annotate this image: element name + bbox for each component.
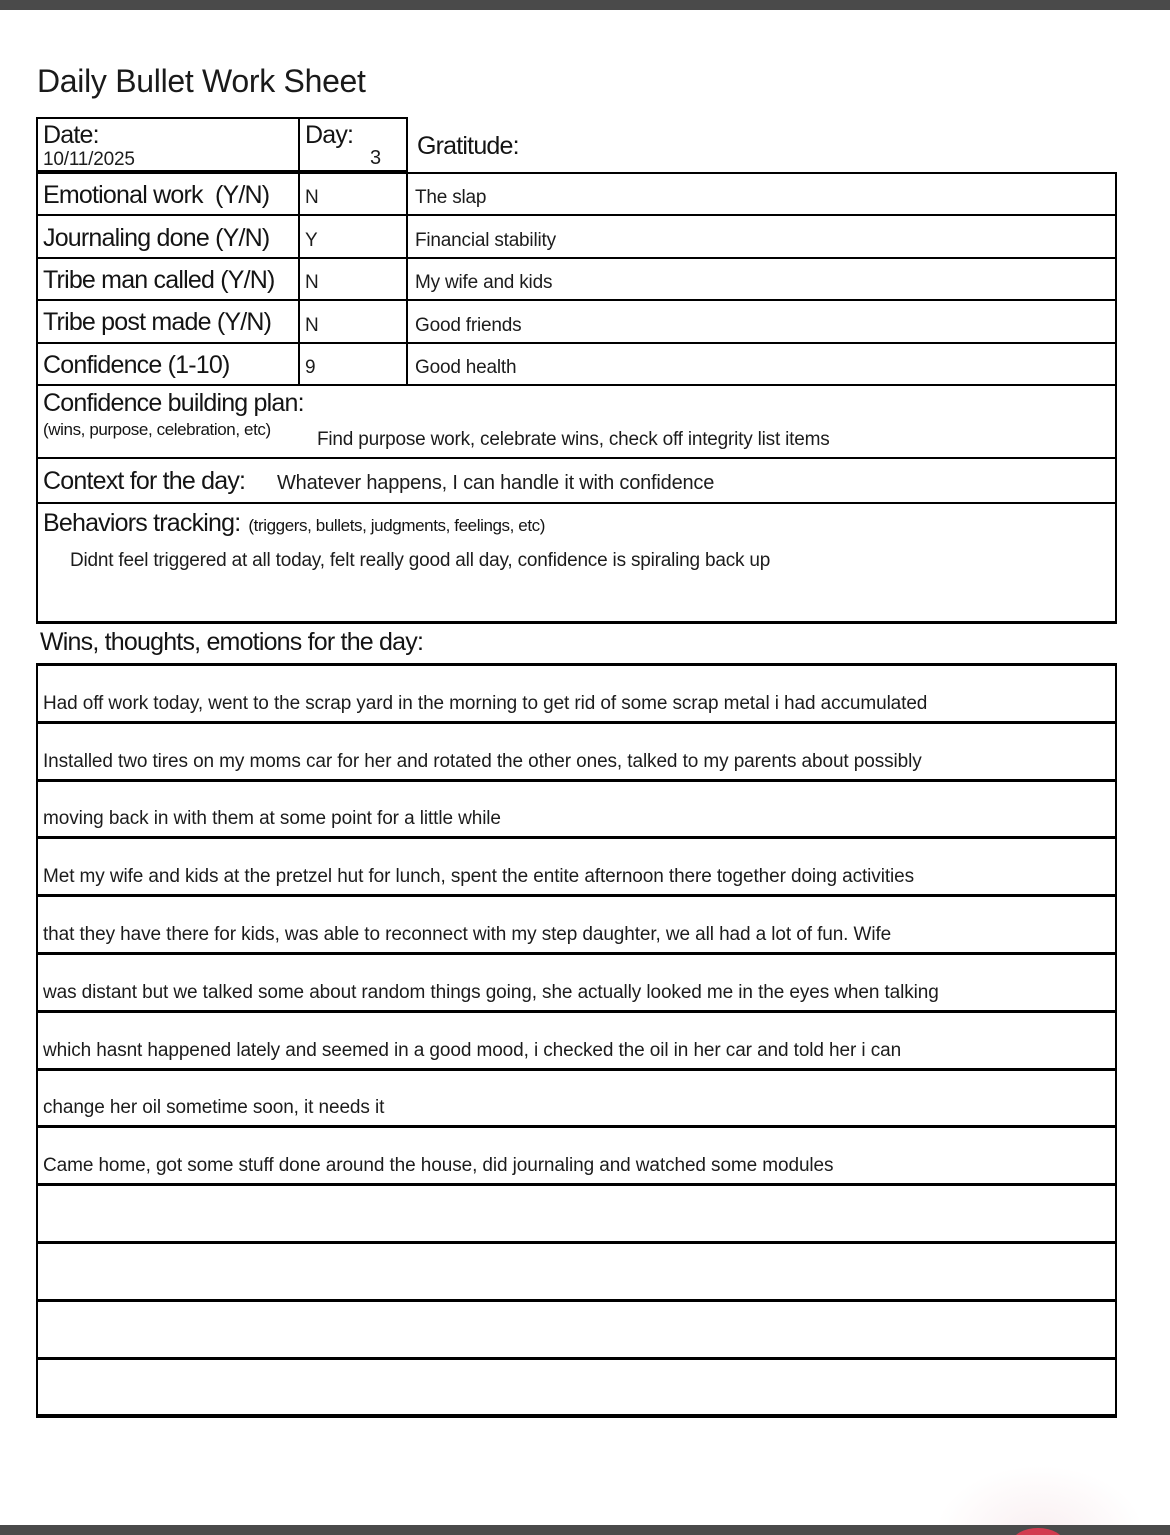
wins-row (38, 1357, 1115, 1415)
wins-line: Had off work today, went to the scrap yard in the morning to get rid of some scrap metal i had accumulated (43, 692, 928, 714)
field-label: Confidence (1-10) (43, 350, 230, 379)
field-row (36, 214, 1117, 256)
confidence-plan-row (36, 384, 1117, 457)
wins-row (38, 1183, 1115, 1241)
wins-row (38, 1241, 1115, 1299)
top-bar (0, 0, 1170, 10)
field-value: N (305, 187, 319, 209)
gratitude-item-cell (408, 216, 1117, 256)
date-value: 10/11/2025 (43, 149, 135, 170)
header-row (36, 117, 1117, 172)
behaviors-header (43, 510, 1115, 537)
day-label: Day: (305, 121, 354, 149)
field-value: N (305, 272, 319, 294)
confidence-plan-sublabel: (wins, purpose, celebration, etc) (43, 419, 271, 439)
gratitude-item: Financial stability (415, 229, 556, 251)
bottom-glow (935, 1460, 1145, 1526)
field-value: N (305, 314, 319, 336)
field-label: Tribe man called (Y/N) (43, 265, 275, 294)
header-table (36, 117, 1117, 624)
field-label: Tribe post made (Y/N) (43, 308, 272, 337)
wins-row (38, 952, 1115, 1010)
field-row (36, 342, 1117, 384)
confidence-plan-value: Find purpose work, celebrate wins, check off integrity list items (317, 428, 830, 450)
field-label: Emotional work (Y/N) (43, 181, 270, 210)
behaviors-value: Didnt feel triggered at all today, felt really good all day, confidence is spiraling back up (70, 549, 771, 571)
behaviors-sublabel: (triggers, bullets, judgments, feelings, etc) (248, 515, 546, 535)
behaviors-label: Behaviors tracking: (43, 508, 241, 537)
value-cell (300, 174, 408, 214)
field-cell (36, 174, 300, 214)
field-label: Journaling done (Y/N) (43, 223, 270, 252)
date-label: Date: (43, 121, 99, 149)
field-row (36, 299, 1117, 341)
field-value: 9 (305, 356, 316, 378)
gratitude-cell (408, 117, 1117, 172)
wins-row (38, 663, 1115, 721)
gratitude-item-cell (408, 174, 1117, 214)
page-title: Daily Bullet Work Sheet (37, 63, 366, 99)
gratitude-item: My wife and kids (415, 272, 553, 294)
wins-line: was distant but we talked some about random things going, she actually looked me in the eyes when talking (43, 981, 939, 1003)
wins-row (38, 1125, 1115, 1183)
wins-row (38, 721, 1115, 779)
wins-line: moving back in with them at some point for a little while (43, 808, 501, 830)
day-cell (300, 117, 408, 172)
behaviors-row (36, 502, 1117, 624)
wins-line: Came home, got some stuff done around the house, did journaling and watched some modules (43, 1155, 834, 1177)
wins-line: Met my wife and kids at the pretzel hut for lunch, spent the entite afternoon there together doing activities (43, 866, 914, 888)
confidence-plan-label: Confidence building plan: (43, 388, 304, 417)
field-row (36, 257, 1117, 299)
date-cell (36, 117, 300, 172)
value-cell (300, 259, 408, 299)
gratitude-item-cell (408, 301, 1117, 341)
wins-row (38, 894, 1115, 952)
field-row (36, 172, 1117, 214)
wins-row (38, 836, 1115, 894)
wins-row (38, 1010, 1115, 1068)
day-value: 3 (370, 147, 381, 169)
wins-line: which hasnt happened lately and seemed in a good mood, i checked the oil in her car and told her i can (43, 1039, 902, 1061)
wins-section-heading: Wins, thoughts, emotions for the day: (40, 628, 424, 656)
field-cell (36, 216, 300, 256)
gratitude-item: Good friends (415, 314, 522, 336)
wins-row (38, 1299, 1115, 1357)
gratitude-item-cell (408, 259, 1117, 299)
gratitude-item: Good health (415, 356, 517, 378)
value-cell (300, 216, 408, 256)
value-cell (300, 344, 408, 384)
gratitude-item-cell (408, 344, 1117, 384)
field-value: Y (305, 229, 318, 251)
bottom-bar (0, 1525, 1170, 1535)
wins-line: that they have there for kids, was able to reconnect with my step daughter, we all had a lot of fun. Wife (43, 923, 892, 945)
gratitude-item: The slap (415, 187, 487, 209)
gratitude-label: Gratitude: (417, 132, 519, 160)
wins-row (38, 1068, 1115, 1126)
value-cell (300, 301, 408, 341)
context-label: Context for the day: (43, 466, 246, 495)
field-cell (36, 301, 300, 341)
wins-line: change her oil sometime soon, it needs it (43, 1097, 385, 1119)
wins-table (36, 663, 1117, 1418)
field-cell (36, 259, 300, 299)
context-value: Whatever happens, I can handle it with confidence (277, 471, 715, 494)
wins-row (38, 779, 1115, 837)
wins-line: Installed two tires on my moms car for her and rotated the other ones, talked to my parents about possibly (43, 750, 922, 772)
context-row (36, 457, 1117, 502)
field-cell (36, 344, 300, 384)
